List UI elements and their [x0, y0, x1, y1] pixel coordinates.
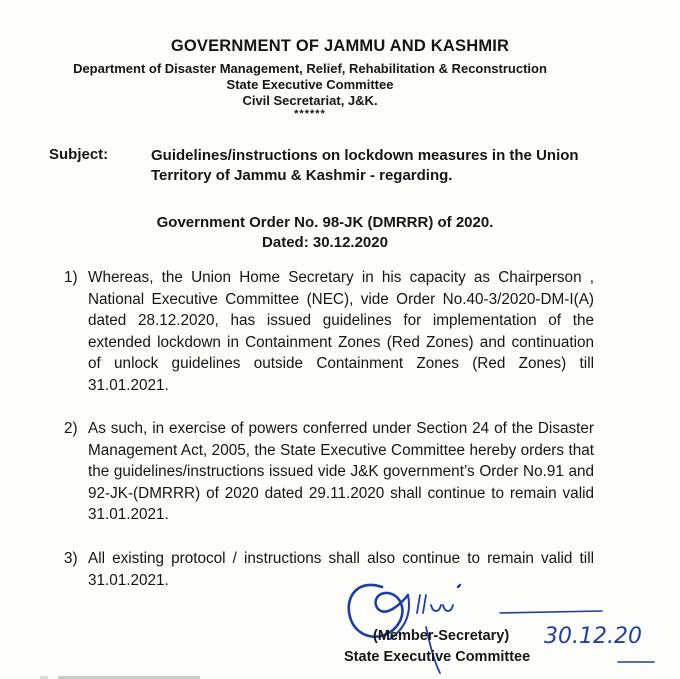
signatory-designation: (Member-Secretary)	[373, 628, 510, 644]
signatory-committee: State Executive Committee	[344, 649, 531, 665]
government-heading: GOVERNMENT OF JAMMU AND KASHMIR	[170, 37, 510, 55]
paragraph-text: All existing protocol / instructions shall also continue to remain valid till 31.01.2021.	[88, 550, 594, 589]
paragraph-text: Whereas, the Union Home Secretary in his capacity as Chairperson , National Executive Committee (NEC), vide Order No.40-3/2020-DM-I(A) dated 28.12.2020, has issued guidelines for implementation of the extended lockdown in Containment Zones (Red Zones) and continuation of unlock guidelines outside Containment Zones (Red Zones) till 31.01.2021.	[88, 269, 594, 394]
paragraph-2	[64, 418, 594, 526]
header-stars: ******	[294, 108, 326, 120]
subject-label: Subject:	[49, 146, 109, 163]
paragraph-1	[64, 267, 594, 397]
paragraph-number: 2)	[64, 420, 78, 437]
department-heading: Department of Disaster Management, Relief, Rehabilitation & Reconstruction	[73, 61, 547, 76]
paragraph-text: As such, in exercise of powers conferred under Section 24 of the Disaster Management Act, 2005, the State Executive Committee hereby orders that the guidelines/instructions issued vide J&K government’s Order No.91 and 92-JK-(DMRRR) of 2020 dated 29.11.2020 shall continue to remain valid 31.01.2021.	[88, 420, 594, 524]
paragraph-number: 1)	[64, 269, 78, 286]
handwritten-date	[540, 617, 650, 651]
subject-text: Guidelines/instructions on lockdown measures in the Union Territory of Jammu & Kashmir - regarding.	[151, 147, 579, 184]
paragraph-number: 3)	[64, 550, 78, 567]
order-date: Dated: 30.12.2020	[262, 234, 388, 251]
order-number: Government Order No. 98-JK (DMRRR) of 2020.	[156, 214, 494, 231]
office-heading: Civil Secretariat, J&K.	[242, 93, 378, 108]
committee-heading: State Executive Committee	[226, 77, 394, 92]
svg-text:30.12.20: 30.12.20	[544, 624, 642, 649]
